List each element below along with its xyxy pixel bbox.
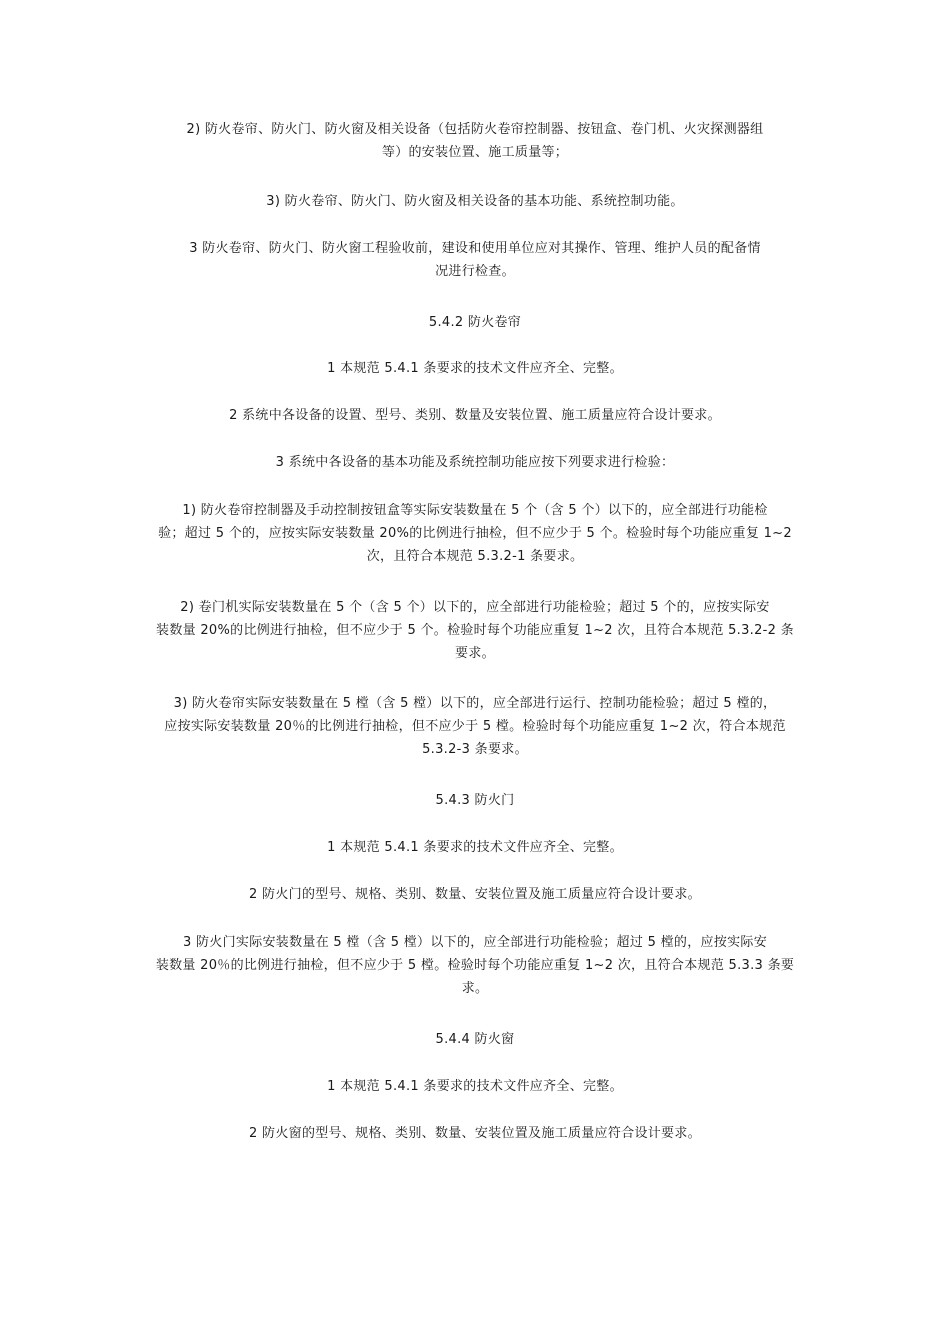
text-line: 况进行检查。 bbox=[435, 264, 515, 279]
paragraph-5-4-2-item-2 bbox=[140, 404, 810, 427]
paragraph-5-4-4-item-1 bbox=[140, 1075, 810, 1098]
paragraph-controller-check bbox=[140, 499, 810, 568]
section-heading-5-4-2 bbox=[140, 311, 810, 334]
paragraph-5-4-2-item-3 bbox=[140, 451, 810, 474]
text-line: 应按实际安装数量 20％的比例进行抽检，但不应少于 5 樘。检验时每个功能应重复 1~2 次，符合本规范 bbox=[164, 719, 786, 734]
text-line: 要求。 bbox=[455, 646, 495, 661]
text-line: 求。 bbox=[461, 981, 489, 996]
text-line: 3 防火卷帘、防火门、防火窗工程验收前，建设和使用单位应对其操作、管理、维护人员的配备情 bbox=[189, 241, 761, 256]
text-line: 3 系统中各设备的基本功能及系统控制功能应按下列要求进行检验： bbox=[275, 455, 675, 470]
text-line: 3 防火门实际安装数量在 5 樘（含 5 樘）以下的，应全部进行功能检验；超过 5 樘的，应按实际安 bbox=[182, 935, 767, 950]
paragraph-personnel-check bbox=[140, 237, 810, 283]
text-line: 1 本规范 5.4.1 条要求的技术文件应齐全、完整。 bbox=[327, 1079, 623, 1094]
section-heading-5-4-4 bbox=[140, 1028, 810, 1051]
paragraph-shutter-check bbox=[140, 692, 810, 761]
text-line: 验；超过 5 个的，应按实际安装数量 20%的比例进行抽检，但不应少于 5 个。检验时每个功能应重复 1~2 bbox=[158, 526, 792, 541]
text-line: 1) 防火卷帘控制器及手动控制按钮盒等实际安装数量在 5 个（含 5 个）以下的，应全部进行功能检 bbox=[182, 503, 768, 518]
text-line: 5.4.3 防火门 bbox=[435, 793, 515, 808]
text-line: 3) 防火卷帘、防火门、防火窗及相关设备的基本功能、系统控制功能。 bbox=[266, 194, 684, 209]
text-line: 5.4.2 防火卷帘 bbox=[428, 315, 522, 330]
text-line: 1 本规范 5.4.1 条要求的技术文件应齐全、完整。 bbox=[327, 840, 623, 855]
text-line: 2) 防火卷帘、防火门、防火窗及相关设备（包括防火卷帘控制器、按钮盒、卷门机、火灾探测器组 bbox=[186, 122, 764, 137]
text-line: 次，且符合本规范 5.3.2-1 条要求。 bbox=[366, 549, 584, 564]
paragraph-item-3-functions bbox=[140, 190, 810, 213]
text-line: 装数量 20％的比例进行抽检，但不应少于 5 樘。检验时每个功能应重复 1~2 次，且符合本规范 5.3.3 条要 bbox=[155, 958, 795, 973]
paragraph-5-4-3-item-3 bbox=[140, 931, 810, 1000]
text-line: 2 系统中各设备的设置、型号、类别、数量及安装位置、施工质量应符合设计要求。 bbox=[229, 408, 721, 423]
text-line: 等）的安装位置、施工质量等； bbox=[381, 145, 569, 160]
text-line: 2 防火门的型号、规格、类别、数量、安装位置及施工质量应符合设计要求。 bbox=[249, 887, 701, 902]
text-line: 1 本规范 5.4.1 条要求的技术文件应齐全、完整。 bbox=[327, 361, 623, 376]
paragraph-5-4-2-item-1 bbox=[140, 357, 810, 380]
text-line: 5.4.4 防火窗 bbox=[435, 1032, 515, 1047]
paragraph-5-4-3-item-2 bbox=[140, 883, 810, 906]
text-line: 2 防火窗的型号、规格、类别、数量、安装位置及施工质量应符合设计要求。 bbox=[249, 1126, 701, 1141]
text-line: 装数量 20%的比例进行抽检，但不应少于 5 个。检验时每个功能应重复 1~2 次，且符合本规范 5.3.2-2 条 bbox=[156, 623, 794, 638]
paragraph-item-2-installation bbox=[140, 118, 810, 164]
section-heading-5-4-3 bbox=[140, 789, 810, 812]
paragraph-5-4-3-item-1 bbox=[140, 836, 810, 859]
paragraph-door-machine-check bbox=[140, 596, 810, 665]
text-line: 5.3.2-3 条要求。 bbox=[422, 742, 528, 757]
paragraph-5-4-4-item-2 bbox=[140, 1122, 810, 1145]
text-line: 2) 卷门机实际安装数量在 5 个（含 5 个）以下的，应全部进行功能检验；超过 5 个的，应按实际安 bbox=[180, 600, 770, 615]
text-line: 3) 防火卷帘实际安装数量在 5 樘（含 5 樘）以下的，应全部进行运行、控制功能检验；超过 5 樘的， bbox=[173, 696, 777, 711]
